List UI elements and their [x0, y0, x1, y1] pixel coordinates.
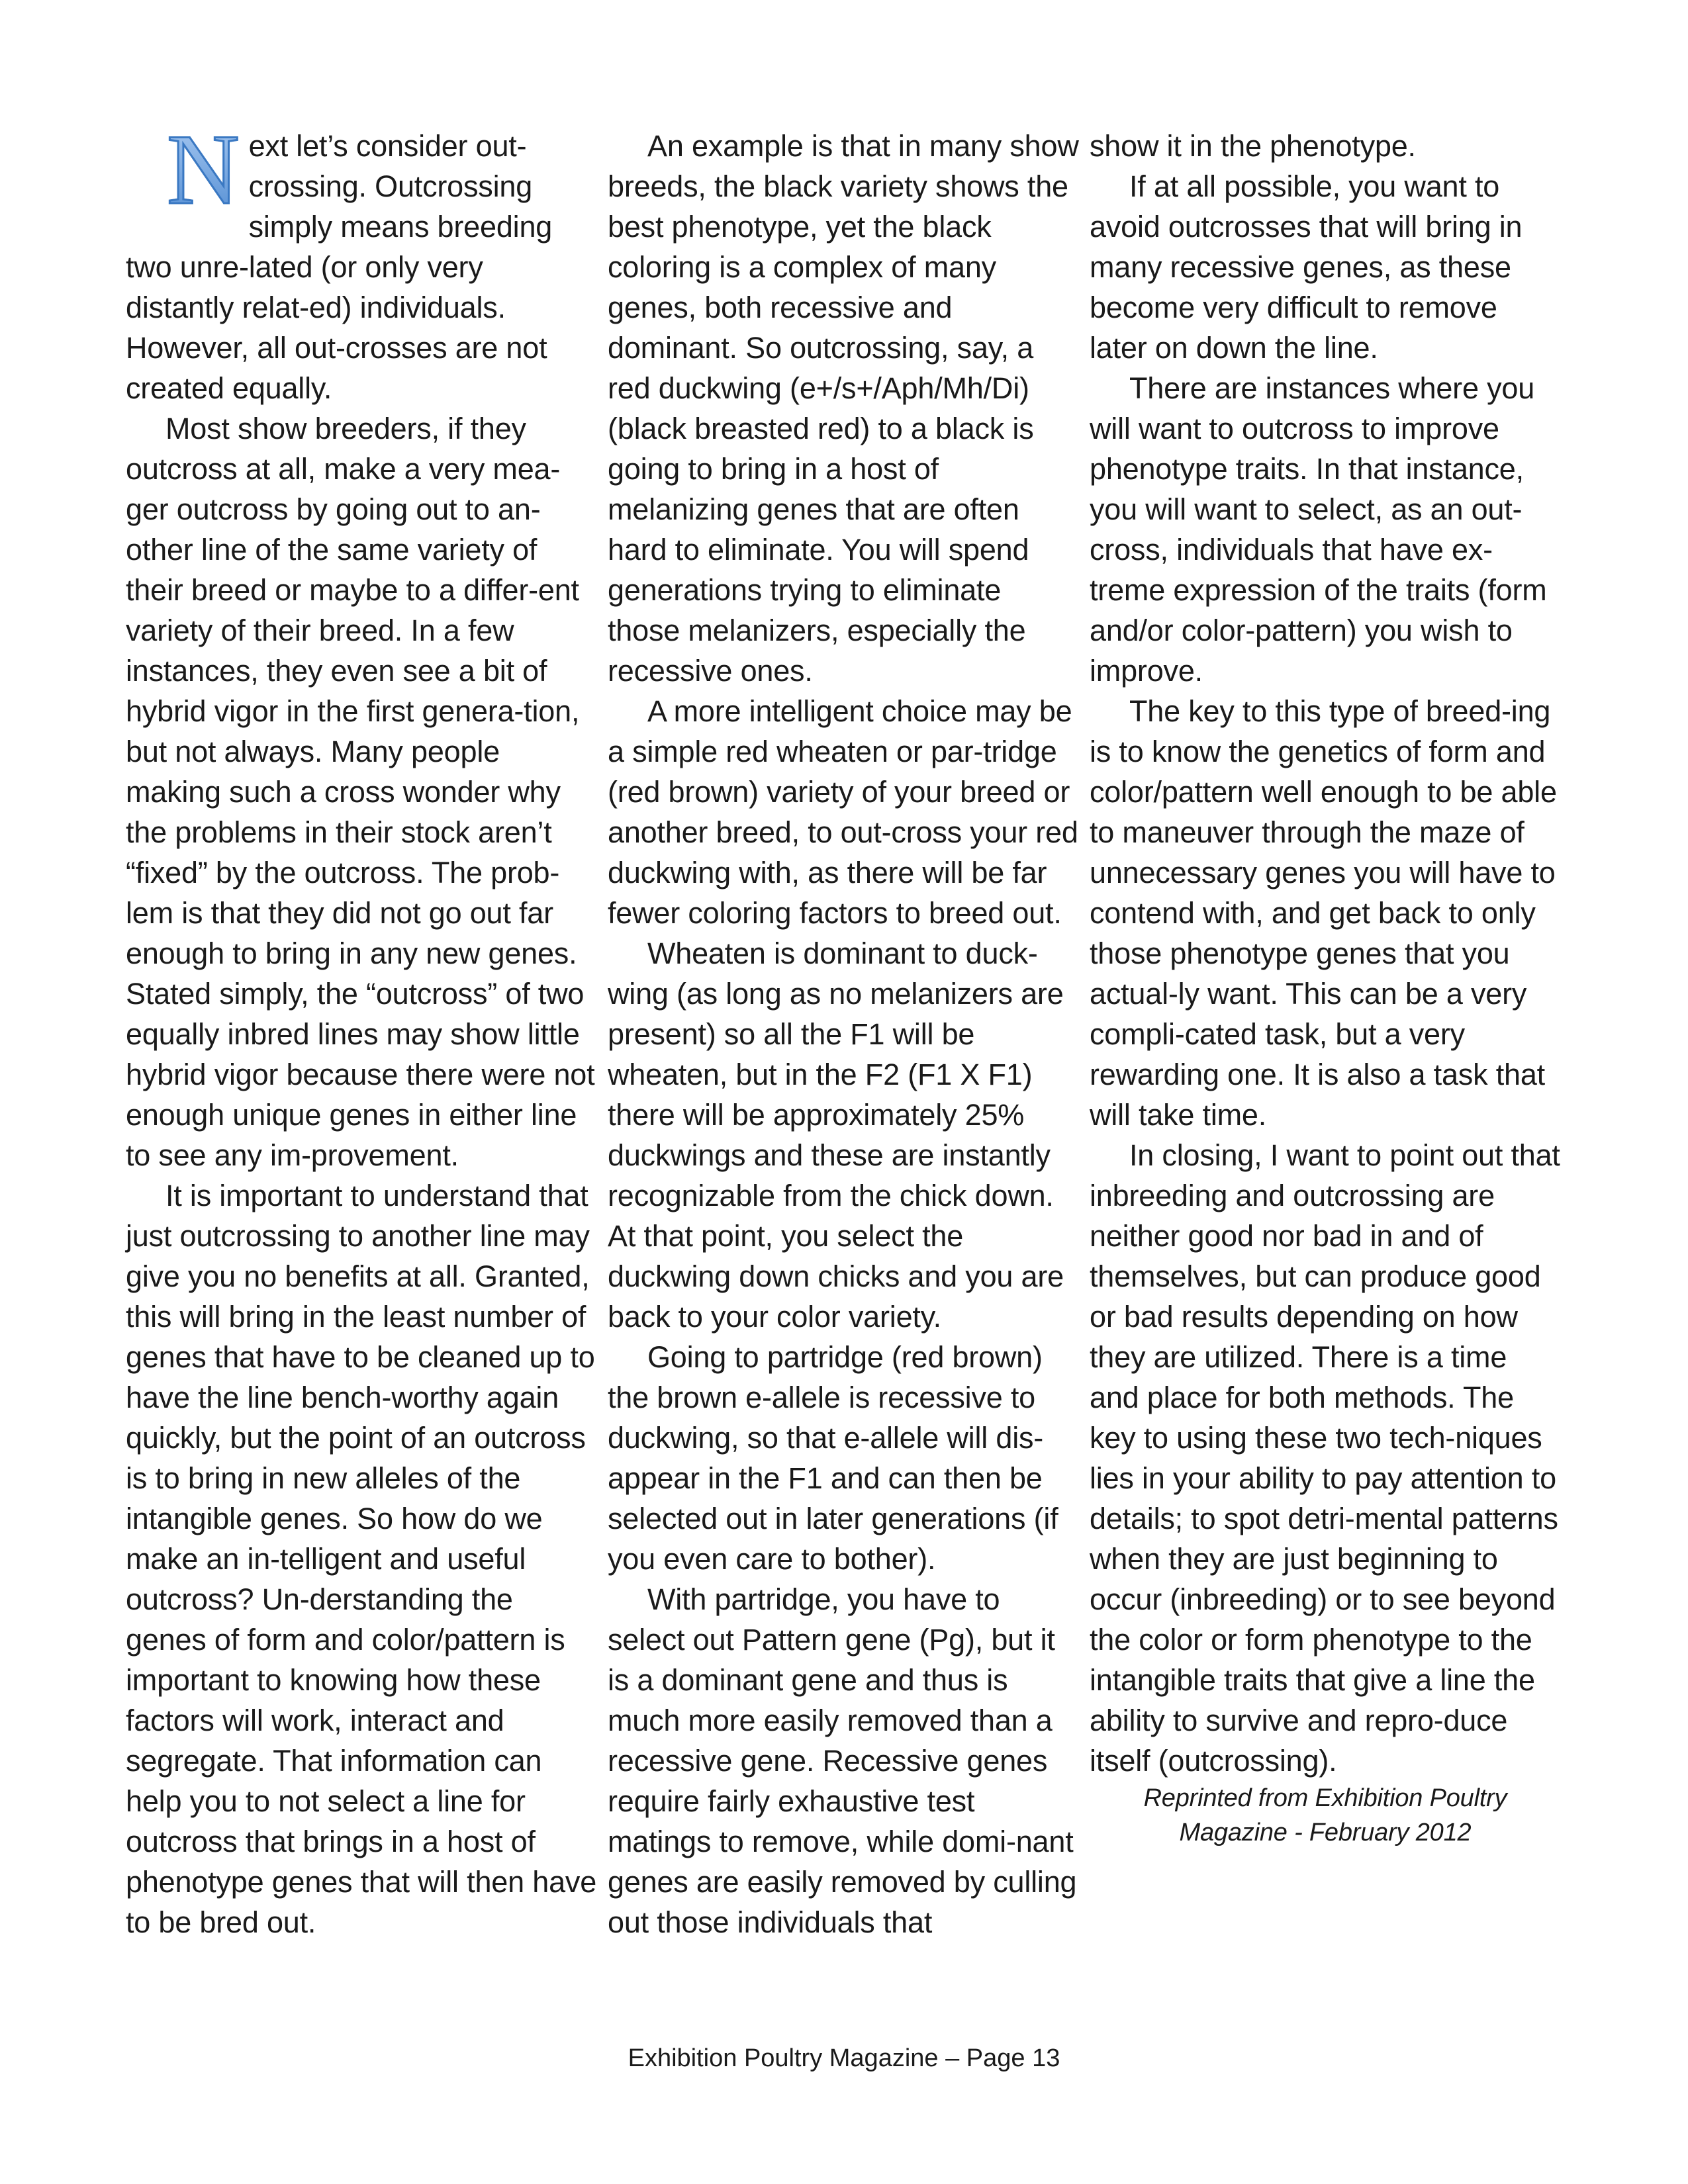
paragraph-text: ext let’s consider out-crossing. Outcrossing simply means breeding two unre-lated (or only very distantly relat-ed) individuals. However, all out-crosses are not created equally.: [126, 129, 553, 405]
drop-cap-letter: N: [167, 114, 240, 225]
column-3: [1090, 126, 1561, 1850]
paragraph: [126, 114, 597, 408]
paragraph: If at all possible, you want to avoid outcrosses that will bring in many recessive genes, as these become very difficult to remove later on down the line.: [1090, 169, 1523, 365]
paragraph: There are instances where you will want to outcross to improve phenotype traits. In that instance, you will want to select, as an out-cross, individuals that have ex-treme expression of the traits (form and/or color-pattern) you wish to improve.: [1090, 371, 1547, 688]
reprint-credit: [1090, 1781, 1561, 1850]
credit-line-2: Magazine - February 2012: [1179, 1819, 1472, 1846]
paragraph: An example is that in many show breeds, the black variety shows the best phenotype, yet the black coloring is a complex of many genes, both recessive and dominant. So outcrossing, say, a red duckwing (e+/s+/Aph/Mh/Di) (black breasted red) to a black is going to bring in a host of melanizing genes that are often hard to eliminate. You will spend generations trying to eliminate those melanizers, especially the recessive ones.: [608, 129, 1079, 688]
page-footer: Exhibition Poultry Magazine – Page 13: [628, 2044, 1060, 2072]
paragraph: The key to this type of breed-ing is to know the genetics of form and color/pattern well enough to be able to maneuver through the maze of unnecessary genes you will have to contend with, and get back to only those phenotype genes that you actual-ly want. This can be a very compli-cated task, but a very rewarding one. It is also a task that will take time.: [1090, 694, 1557, 1132]
paragraph: Most show breeders, if they outcross at all, make a very mea-ger outcross by going out to an-other line of the same variety of their breed or maybe to a differ-ent variety of their breed. In a few instances, they even see a bit of hybrid vigor in the first genera-tion, but not always. Many people making such a cross wonder why the problems in their stock aren’t “fixed” by the outcross. The prob-lem is that they did not go out far enough to bring in any new genes. Stated simply, the “outcross” of two equally inbred lines may show little hybrid vigor because there were not enough unique genes in either line to see any im-provement.: [126, 412, 595, 1172]
paragraph: With partridge, you have to select out Pattern gene (Pg), but it is a dominant gene and thus is much more easily removed than a recessive gene. Recessive genes require fairly exhaustive test matings to remove, while domi-nant genes are easily removed by culling out those individuals that: [608, 1582, 1077, 1939]
column-1: [126, 114, 597, 1942]
paragraph: A more intelligent choice may be a simple red wheaten or par-tridge (red brown) variety of your breed or another breed, to out-cross your red duckwing with, as there will be far fewer coloring factors to breed out.: [608, 694, 1078, 930]
paragraph: Wheaten is dominant to duck-wing (as long as no melanizers are present) so all the F1 will be wheaten, but in the F2 (F1 X F1) there will be approximately 25% duckwings and these are instantly recognizable from the chick down. At that point, you select the duckwing down chicks and you are back to your color variety.: [608, 936, 1064, 1334]
paragraph: In closing, I want to point out that inbreeding and outcrossing are neither good nor bad in and of themselves, but can produce good or bad results depending on how they are utilized. There is a time and place for both methods. The key to using these two tech-niques lies in your ability to pay attention to details; to spot detri-mental patterns when they are just beginning to occur (inbreeding) or to see beyond the color or form phenotype to the intangible traits that give a line the ability to survive and repro-duce itself (outcrossing).: [1090, 1138, 1560, 1778]
paragraph: It is important to understand that just outcrossing to another line may give you no benefits at all. Granted, this will bring in the least number of genes that have to be cleaned up to have the line bench-worthy again quickly, but the point of an outcross is to bring in new alleles of the intangible genes. So how do we make an in-telligent and useful outcross? Un-derstanding the genes of form and color/pattern is important to knowing how these factors will work, interact and segregate. That information can help you to not select a line for outcross that brings in a host of phenotype genes that will then have to be bred out.: [126, 1179, 597, 1939]
paragraph: Going to partridge (red brown) the brown e-allele is recessive to duckwing, so that e-allele will dis-appear in the F1 and can then be selected out in later generations (if you even care to bother).: [608, 1340, 1058, 1576]
credit-line-1: Reprinted from Exhibition Poultry: [1143, 1784, 1507, 1812]
column-2: [608, 126, 1079, 1942]
paragraph-continued: show it in the phenotype.: [1090, 129, 1416, 163]
